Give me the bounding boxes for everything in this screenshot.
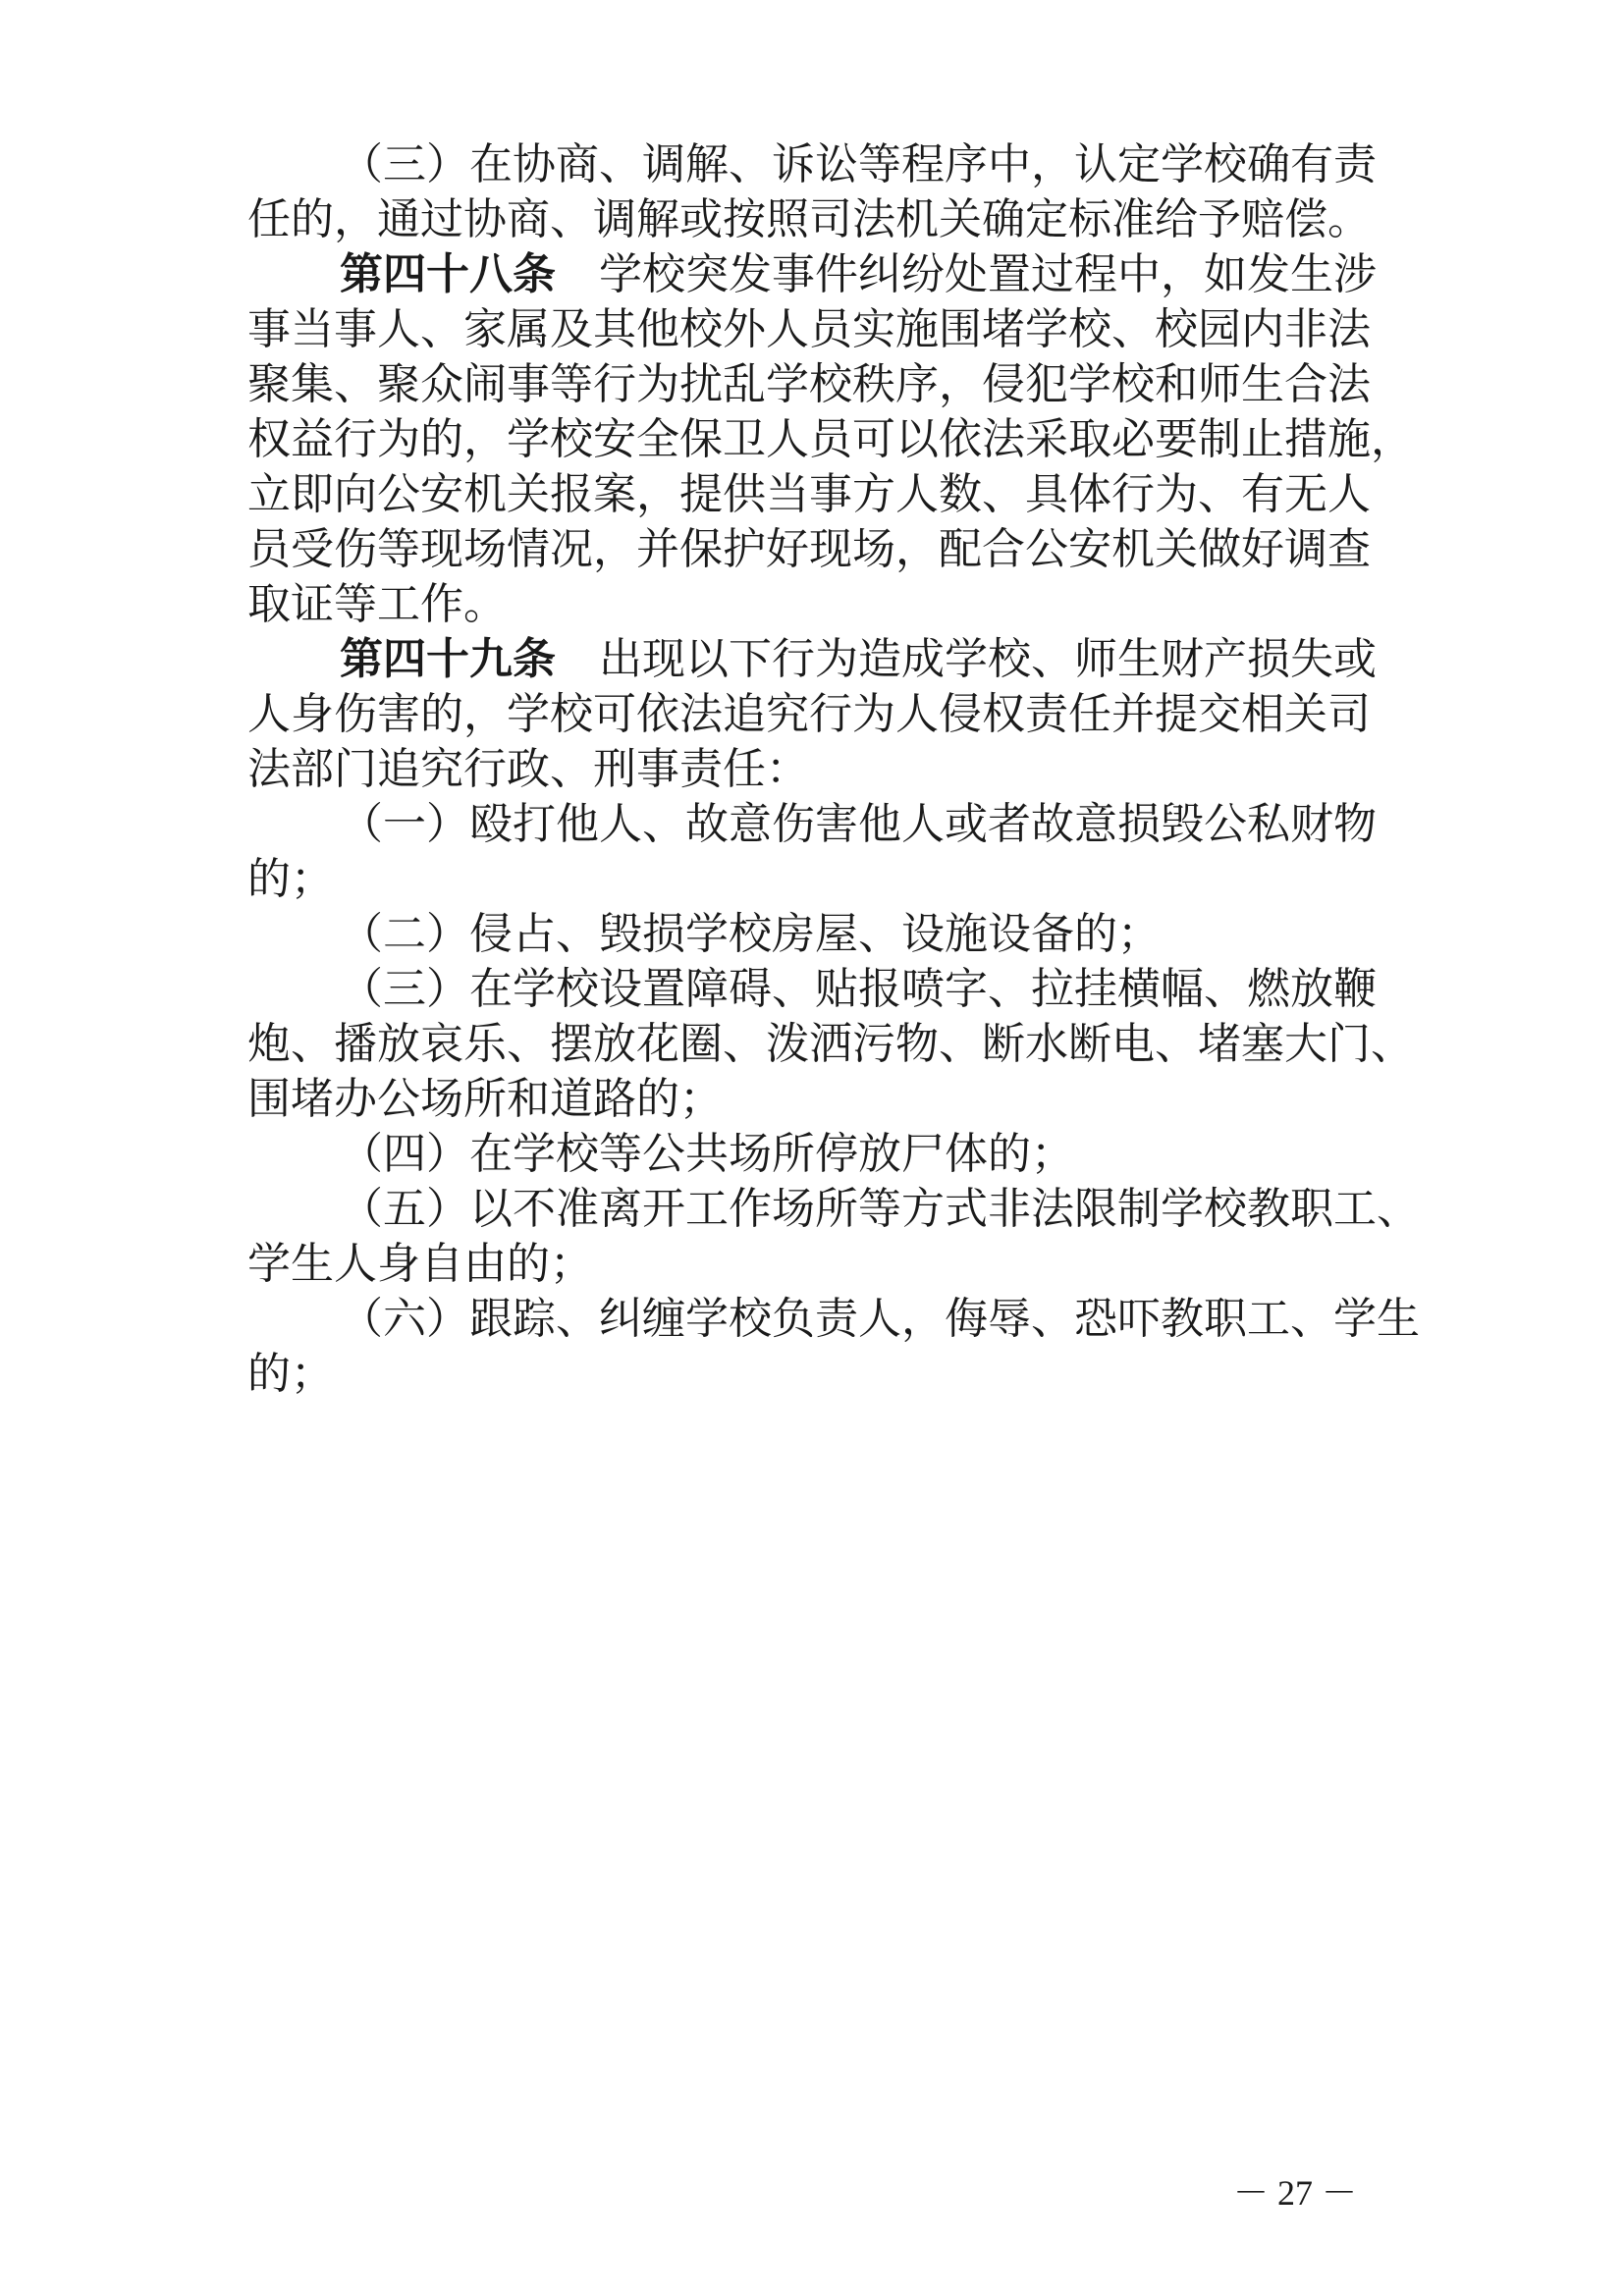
paragraph-line: 的； <box>247 854 334 904</box>
list-item-5: （五）以不准离开工作场所等方式非法限制学校教职工、 <box>340 1184 1420 1234</box>
article-49-text: 出现以下行为造成学校、师生财产损失或 <box>599 634 1377 684</box>
article-48-heading: 第四十八条 <box>340 249 556 299</box>
paragraph-line: 学生人身自由的； <box>247 1239 593 1289</box>
paragraph-line: 的； <box>247 1349 334 1399</box>
paragraph-line: 取证等工作。 <box>247 579 507 629</box>
paragraph-line: 立即向公安机关报案，提供当事方人数、具体行为、有无人 <box>247 469 1371 519</box>
article-49-line <box>340 630 1377 689</box>
list-item-6: （六）跟踪、纠缠学校负责人，侮辱、恐吓教职工、学生 <box>340 1294 1420 1344</box>
paragraph-line: 事当事人、家属及其他校外人员实施围堵学校、校园内非法 <box>247 304 1371 354</box>
paragraph-line: 员受伤等现场情况，并保护好现场，配合公安机关做好调查 <box>247 524 1371 574</box>
paragraph-line: 任的，通过协商、调解或按照司法机关确定标准给予赔偿。 <box>247 194 1371 244</box>
list-item-1: （一）殴打他人、故意伤害他人或者故意损毁公私财物 <box>340 799 1377 849</box>
article-48-line <box>340 245 1377 304</box>
paragraph-line: 权益行为的，学校安全保卫人员可以依法采取必要制止措施， <box>247 414 1414 464</box>
list-item-4: （四）在学校等公共场所停放尸体的； <box>340 1129 1074 1179</box>
paragraph-line: 法部门追究行政、刑事责任： <box>247 744 809 794</box>
article-48-text: 学校突发事件纠纷处置过程中，如发生涉 <box>599 249 1377 299</box>
paragraph-line: 炮、播放哀乐、摆放花圈、泼洒污物、断水断电、堵塞大门、 <box>247 1019 1414 1069</box>
page-number: － 27 － <box>1233 2173 1358 2213</box>
paragraph-line: 围堵办公场所和道路的； <box>247 1074 723 1124</box>
list-item-3: （三）在学校设置障碍、贴报喷字、拉挂横幅、燃放鞭 <box>340 964 1377 1014</box>
paragraph-line: 聚集、聚众闹事等行为扰乱学校秩序，侵犯学校和师生合法 <box>247 359 1371 409</box>
paragraph-line: （三）在协商、调解、诉讼等程序中，认定学校确有责 <box>340 139 1377 189</box>
paragraph-line: 人身伤害的，学校可依法追究行为人侵权责任并提交相关司 <box>247 689 1371 739</box>
list-item-2: （二）侵占、毁损学校房屋、设施设备的； <box>340 909 1161 959</box>
article-49-heading: 第四十九条 <box>340 634 556 684</box>
